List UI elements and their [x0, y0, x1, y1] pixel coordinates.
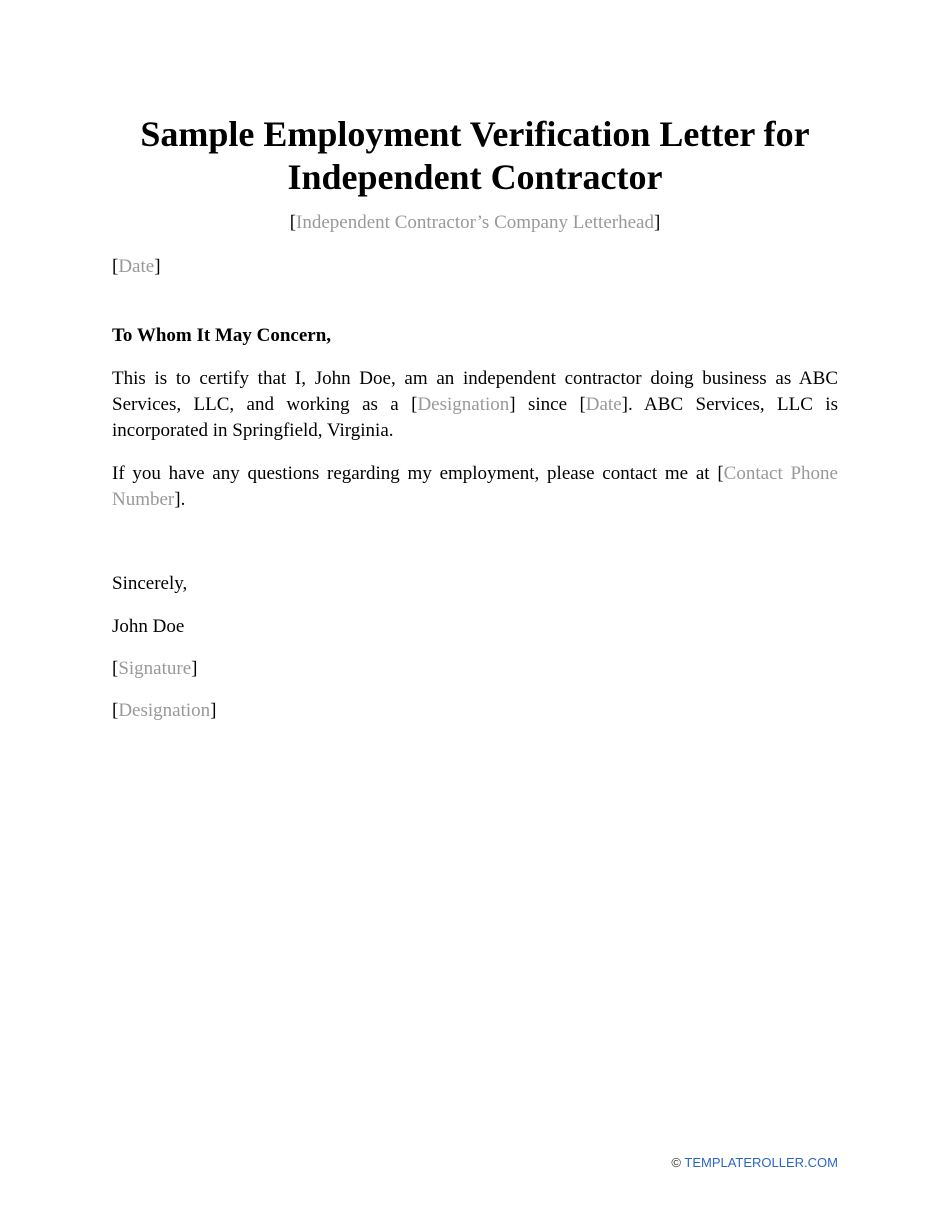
letterhead-placeholder: Independent Contractor’s Company Letterhead	[296, 212, 654, 233]
signature-line: [Signature]	[112, 658, 198, 679]
title-line-2: Independent Contractor	[287, 157, 663, 197]
footer	[671, 1154, 838, 1172]
para1-text-3: . ABC Services, LLC is incorporated in Springfield, Virginia.	[112, 394, 838, 441]
templateroller-link[interactable]: TEMPLATEROLLER.COM	[684, 1155, 838, 1170]
paragraph-contact: If you have any questions regarding my employment, please contact me at [Contact Phone Number].	[112, 463, 838, 510]
signer-name: John Doe	[112, 616, 185, 637]
title-line-1: Sample Employment Verification Letter for	[140, 114, 810, 154]
signature-placeholder: Signature	[118, 658, 192, 679]
designation-placeholder: Designation	[118, 700, 211, 721]
paragraph-certification: This is to certify that I, John Doe, am an independent contractor doing business as ABC Services, LLC, and working as a [Designation] since [Date]. ABC Services, LLC is incorporated in Springfield, Virginia.	[112, 368, 838, 441]
para2-text-1: If you have any questions regarding my employment, please contact me at	[112, 463, 718, 484]
para1-text-1: This is to certify that I, John Doe, am an independent contractor doing business as ABC Services, LLC, and working as a	[112, 368, 838, 415]
copyright-icon: ©	[671, 1155, 681, 1170]
phone-placeholder: Contact Phone Number	[112, 463, 838, 510]
designation-line: [Designation]	[112, 700, 217, 721]
para1-designation-placeholder: Designation	[417, 394, 510, 415]
closing: Sincerely,	[112, 573, 188, 594]
document-title	[0, 113, 950, 199]
date-placeholder: Date	[118, 256, 155, 277]
salutation: To Whom It May Concern,	[112, 325, 332, 346]
date-line: [Date]	[112, 256, 161, 277]
letterhead-line: [Independent Contractor’s Company Letterhead]	[289, 212, 661, 233]
para1-text-2: since	[515, 394, 580, 415]
para1-date-placeholder: Date	[585, 394, 622, 415]
para2-text-2: .	[180, 489, 186, 510]
